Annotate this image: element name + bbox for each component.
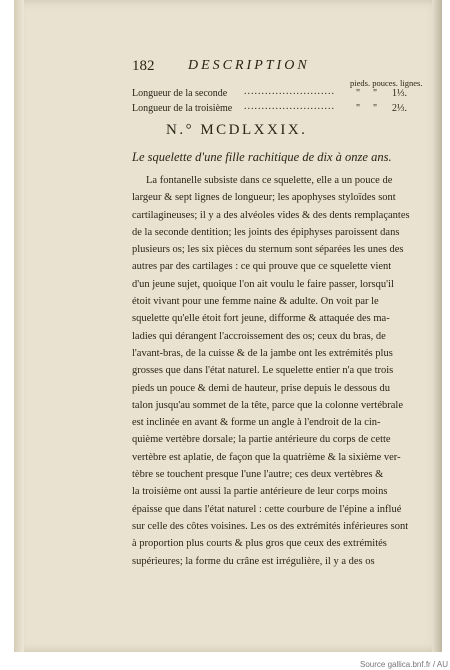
text-line: l'avant-bras, de la cuisse & de la jambe ont les extrémités plus	[132, 347, 393, 359]
text-line: d'un jeune sujet, quoique l'on ait voulu le faire passer, lorsqu'il	[132, 278, 394, 290]
text-line: plusieurs os; les six pièces du sternum sont séparées les unes des	[132, 244, 404, 256]
running-header	[132, 58, 422, 78]
text-line: supérieures; la forme du crâne est irrégulière, il y a des os	[132, 555, 375, 567]
text-line: la troisième ont aussi la partie antérieure de leur corps moins	[132, 486, 388, 498]
measurement-feet: "	[356, 103, 361, 114]
page-edge-left	[14, 0, 24, 652]
text-line: est inclinée en avant & forme un angle à l'endroit de la cin-	[132, 417, 381, 429]
entry-title: Le squelette d'une fille rachitique de dix à onze ans.	[132, 150, 392, 164]
text-line: talon jusqu'au sommet de la tête, parce que la colonne vertébrale	[132, 399, 403, 411]
measurement-label: Longueur de la seconde	[132, 88, 228, 99]
text-line: étoit vivant pour une femme naine & adulte. On voit par le	[132, 296, 379, 308]
text-line: largeur & sept lignes de longueur; les apophyses styloïdes sont	[132, 192, 396, 204]
source-footer: Source gallica.bnf.fr / AU	[360, 660, 449, 669]
text-line: épaisse que dans l'état naturel : cette courbure de l'épine a influé	[132, 503, 402, 515]
measurement-inches: "	[373, 88, 378, 99]
text-line: cartilagineuses; il y a des alvéoles vides & des dents remplaçantes	[132, 209, 410, 221]
measurement-lines: 2⅓.	[392, 103, 407, 114]
text-line: vertèbre est aplatie, de façon que la quatrième & la sixième ver-	[132, 451, 401, 463]
text-line: de la seconde dentition; les joints des épiphyses paroissent dans	[132, 226, 400, 238]
text-line: ladies qui dérangent l'accroissement des os; ceux du bras, de	[132, 330, 386, 342]
text-line: pieds un pouce & demi de hauteur, prise depuis le dessous du	[132, 382, 390, 394]
measurement-units: pieds. pouces. lignes.	[350, 78, 423, 88]
entry-number: N.° MCDLXXIX.	[166, 122, 308, 138]
measurement-feet: "	[356, 88, 361, 99]
measurement-lines: 1⅓.	[392, 88, 407, 99]
text-line: tèbre se touchent presque l'une l'autre; ces deux vertèbres &	[132, 469, 384, 481]
text-line: quième vertèbre dorsale; la partie antérieure du corps de cette	[132, 434, 391, 446]
body-text	[132, 172, 422, 570]
leader-dots: ..........................	[244, 101, 335, 112]
text-line: grosses que dans l'état naturel. Le squelette entier n'a que trois	[132, 365, 394, 377]
text-line: à proportion plus courts & plus gros que ceux des extrémités	[132, 538, 387, 550]
text-line: sur celle des côtes voisines. Les os des extrémités inférieures sont	[132, 520, 409, 532]
page-number: 182	[132, 58, 155, 74]
running-title: DESCRIPTION	[188, 58, 310, 73]
page-edge-right	[432, 0, 442, 652]
text-line: La fontanelle subsiste dans ce squelette, elle a un pouce de	[146, 175, 393, 186]
text-line: squelette qu'elle étoit fort jeune, difforme & attaquée des ma-	[132, 313, 390, 325]
measurement-label: Longueur de la troisième	[132, 103, 233, 114]
leader-dots: ..........................	[244, 86, 335, 97]
measurement-inches: "	[373, 103, 378, 114]
text-line: autres par des cartilages : ce qui prouve que ce squelette vient	[132, 261, 392, 273]
